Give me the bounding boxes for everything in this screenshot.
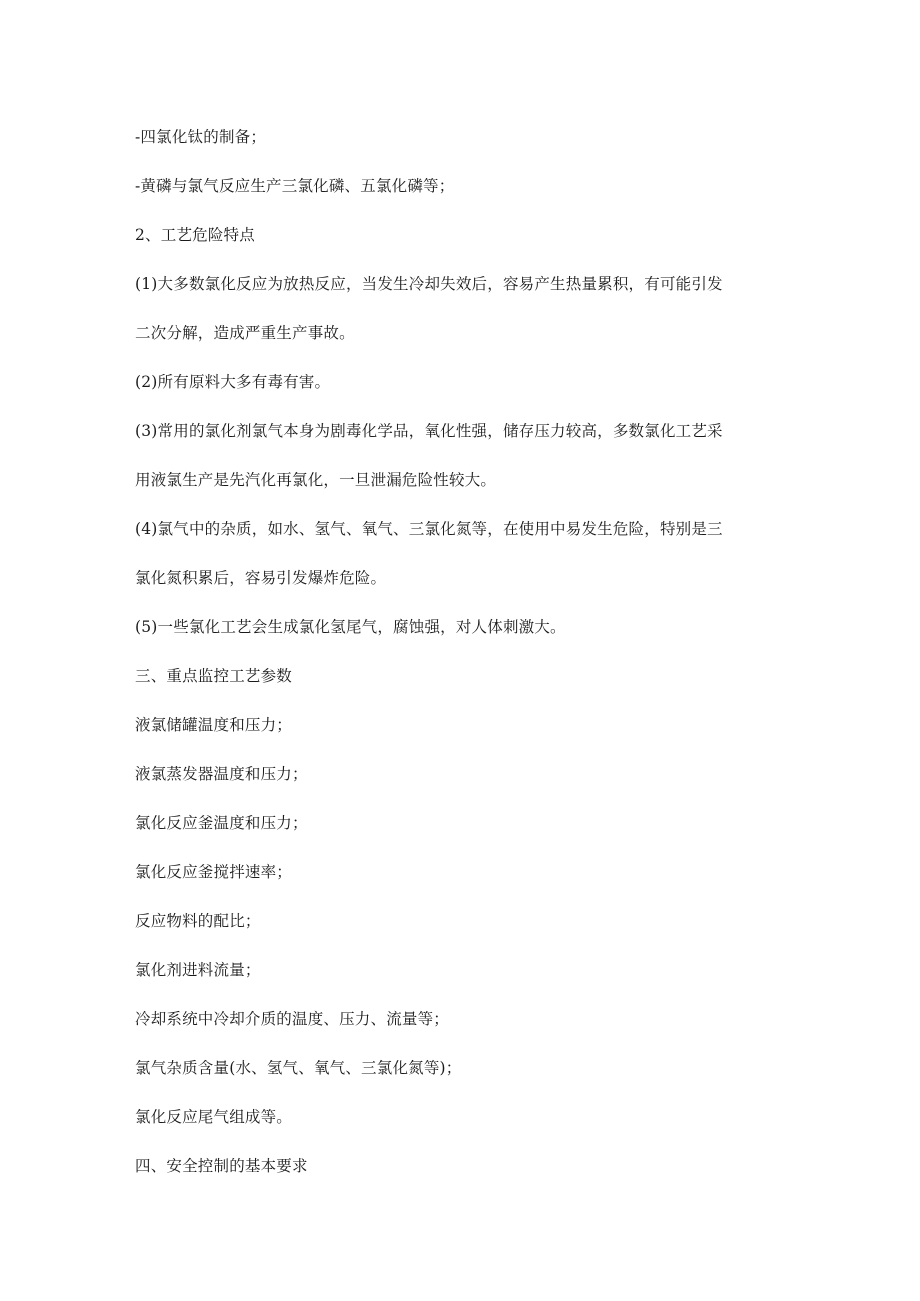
text-line: 氯化氮积累后，容易引发爆炸危险。: [135, 569, 387, 587]
section-heading: 三、重点监控工艺参数: [135, 667, 293, 685]
text-line: 液氯储罐温度和压力；: [135, 716, 293, 734]
text-line: 氯化反应釜温度和压力；: [135, 814, 308, 832]
text-line: 反应物料的配比；: [135, 912, 261, 930]
text-line: 氯气杂质含量(水、氢气、氧气、三氯化氮等)；: [135, 1059, 462, 1077]
text-line: (4)氯气中的杂质，如水、氢气、氧气、三氯化氮等，在使用中易发生危险，特别是三: [135, 520, 723, 538]
text-line: 冷却系统中冷却介质的温度、压力、流量等；: [135, 1010, 450, 1028]
text-line: -四氯化钛的制备；: [135, 128, 267, 146]
text-line: 用液氯生产是先汽化再氯化，一旦泄漏危险性较大。: [135, 471, 497, 489]
text-line: (5)一些氯化工艺会生成氯化氢尾气，腐蚀强，对人体刺激大。: [135, 618, 566, 636]
text-line: 液氯蒸发器温度和压力；: [135, 765, 308, 783]
section-heading: 四、安全控制的基本要求: [135, 1157, 308, 1175]
text-line: (1)大多数氯化反应为放热反应，当发生冷却失效后，容易产生热量累积，有可能引发: [135, 275, 723, 293]
section-heading: 2、工艺危险特点: [135, 226, 255, 244]
text-line: (2)所有原料大多有毒有害。: [135, 373, 331, 391]
text-line: 氯化反应釜搅拌速率；: [135, 863, 293, 881]
text-line: -黄磷与氯气反应生产三氯化磷、五氯化磷等；: [135, 177, 455, 195]
text-line: 氯化剂进料流量；: [135, 961, 261, 979]
text-line: 氯化反应尾气组成等。: [135, 1108, 293, 1126]
text-line: 二次分解，造成严重生产事故。: [135, 324, 355, 342]
text-line: (3)常用的氯化剂氯气本身为剧毒化学品，氧化性强，储存压力较高，多数氯化工艺采: [135, 422, 723, 440]
